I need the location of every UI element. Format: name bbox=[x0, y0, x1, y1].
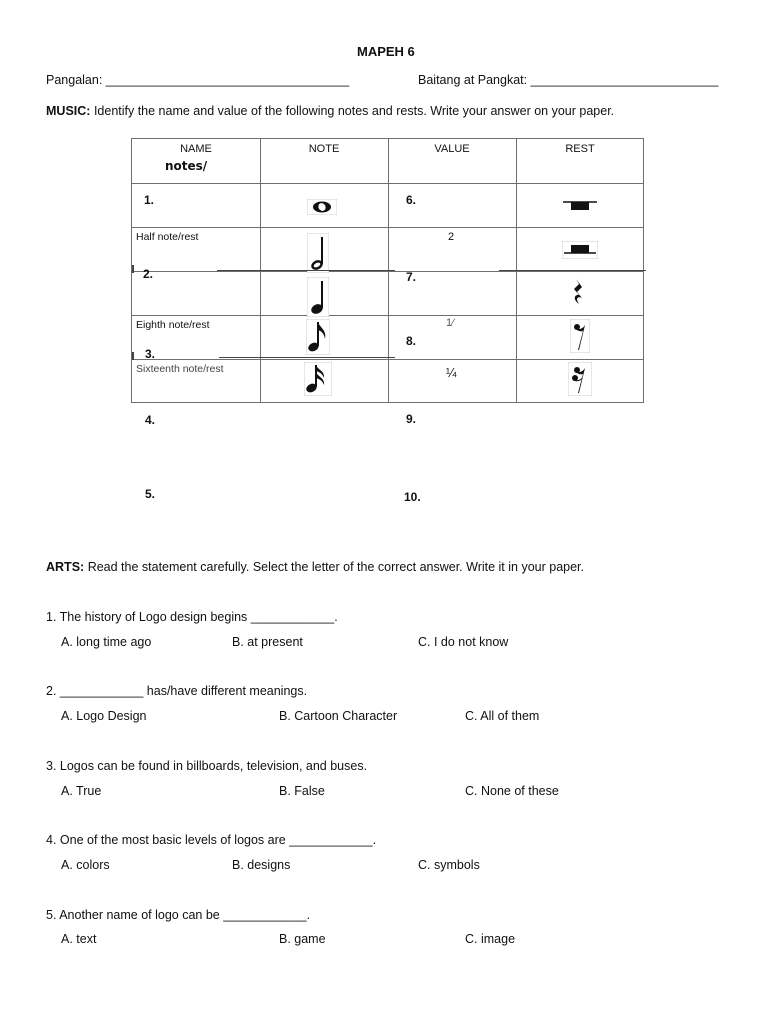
header-name-extra: notes/ bbox=[165, 159, 208, 173]
choice-a: A. Logo Design bbox=[61, 709, 147, 723]
header-value: VALUE bbox=[434, 143, 470, 155]
eighth-rest-icon bbox=[570, 319, 590, 358]
choice-c: C. None of these bbox=[465, 784, 559, 798]
question-text: 3. Logos can be found in billboards, television, and buses. bbox=[46, 759, 368, 773]
arts-instruction-text: Read the statement carefully. Select the letter of the correct answer. Write it in your paper. bbox=[87, 560, 584, 574]
choice-b: B. designs bbox=[232, 858, 291, 872]
music-answer-number-3: 3. bbox=[145, 347, 156, 361]
music-answer-number-10: 10. bbox=[404, 490, 421, 504]
quarter-rest-icon bbox=[570, 277, 588, 312]
grade-section-field-label: Baitang at Pangkat: ___________________________ bbox=[418, 73, 719, 87]
row-name-eighth: Eighth note/rest bbox=[136, 319, 210, 331]
page-title: MAPEH 6 bbox=[357, 44, 415, 59]
question-text: 1. The history of Logo design begins ____________. bbox=[46, 610, 338, 624]
choice-c: C. I do not know bbox=[418, 635, 509, 649]
choice-a: A. True bbox=[61, 784, 102, 798]
half-rest-icon bbox=[562, 241, 598, 264]
music-answer-number-5: 5. bbox=[145, 487, 156, 501]
row-name-sixteenth: Sixteenth note/rest bbox=[136, 363, 224, 375]
header-note: NOTE bbox=[308, 143, 340, 155]
row-value-half: 2 bbox=[448, 231, 455, 243]
music-answer-number-9: 9. bbox=[406, 412, 417, 426]
row-name-half: Half note/rest bbox=[136, 231, 199, 243]
question-text: 4. One of the most basic levels of logos are ____________. bbox=[46, 833, 377, 847]
quarter-note-icon bbox=[307, 277, 329, 322]
eighth-note-icon bbox=[306, 319, 330, 360]
question-text: 5. Another name of logo can be ____________. bbox=[46, 908, 311, 922]
choice-b: B. at present bbox=[232, 635, 303, 649]
choice-b: B. False bbox=[279, 784, 325, 798]
arts-heading: ARTS: bbox=[46, 560, 85, 574]
sixteenth-rest-icon bbox=[568, 362, 592, 401]
choice-c: C. image bbox=[465, 932, 516, 946]
row-value-sixteenth: ¼ bbox=[446, 366, 457, 380]
whole-note-icon bbox=[307, 199, 337, 220]
music-heading: MUSIC: bbox=[46, 104, 91, 118]
music-answer-number-1: 1. bbox=[144, 193, 155, 207]
choice-c: C. symbols bbox=[418, 858, 480, 872]
music-answer-number-2: 2. bbox=[143, 267, 154, 281]
choice-b: B. game bbox=[279, 932, 326, 946]
choice-b: B. Cartoon Character bbox=[279, 709, 398, 723]
arts-instruction bbox=[46, 560, 584, 574]
choice-a: A. colors bbox=[61, 858, 110, 872]
half-note-icon bbox=[307, 233, 329, 278]
music-answer-number-6: 6. bbox=[406, 193, 417, 207]
name-field-label: Pangalan: ___________________________________ bbox=[46, 73, 350, 87]
sixteenth-note-icon bbox=[304, 362, 332, 401]
choice-c: C. All of them bbox=[465, 709, 540, 723]
row-value-eighth: 1⁄ bbox=[446, 317, 454, 329]
header-rest: REST bbox=[565, 143, 595, 155]
music-answer-number-4: 4. bbox=[145, 413, 156, 427]
choice-a: A. long time ago bbox=[61, 635, 152, 649]
music-answer-number-8: 8. bbox=[406, 334, 417, 348]
choice-a: A. text bbox=[61, 932, 97, 946]
music-instruction bbox=[46, 104, 614, 118]
music-instruction-text: Identify the name and value of the following notes and rests. Write your answer on your paper. bbox=[93, 104, 615, 118]
header-name: NAME bbox=[180, 143, 212, 155]
question-text: 2. ____________ has/have different meanings. bbox=[46, 684, 308, 698]
music-answer-number-7: 7. bbox=[406, 270, 417, 284]
whole-rest-icon bbox=[562, 199, 598, 222]
